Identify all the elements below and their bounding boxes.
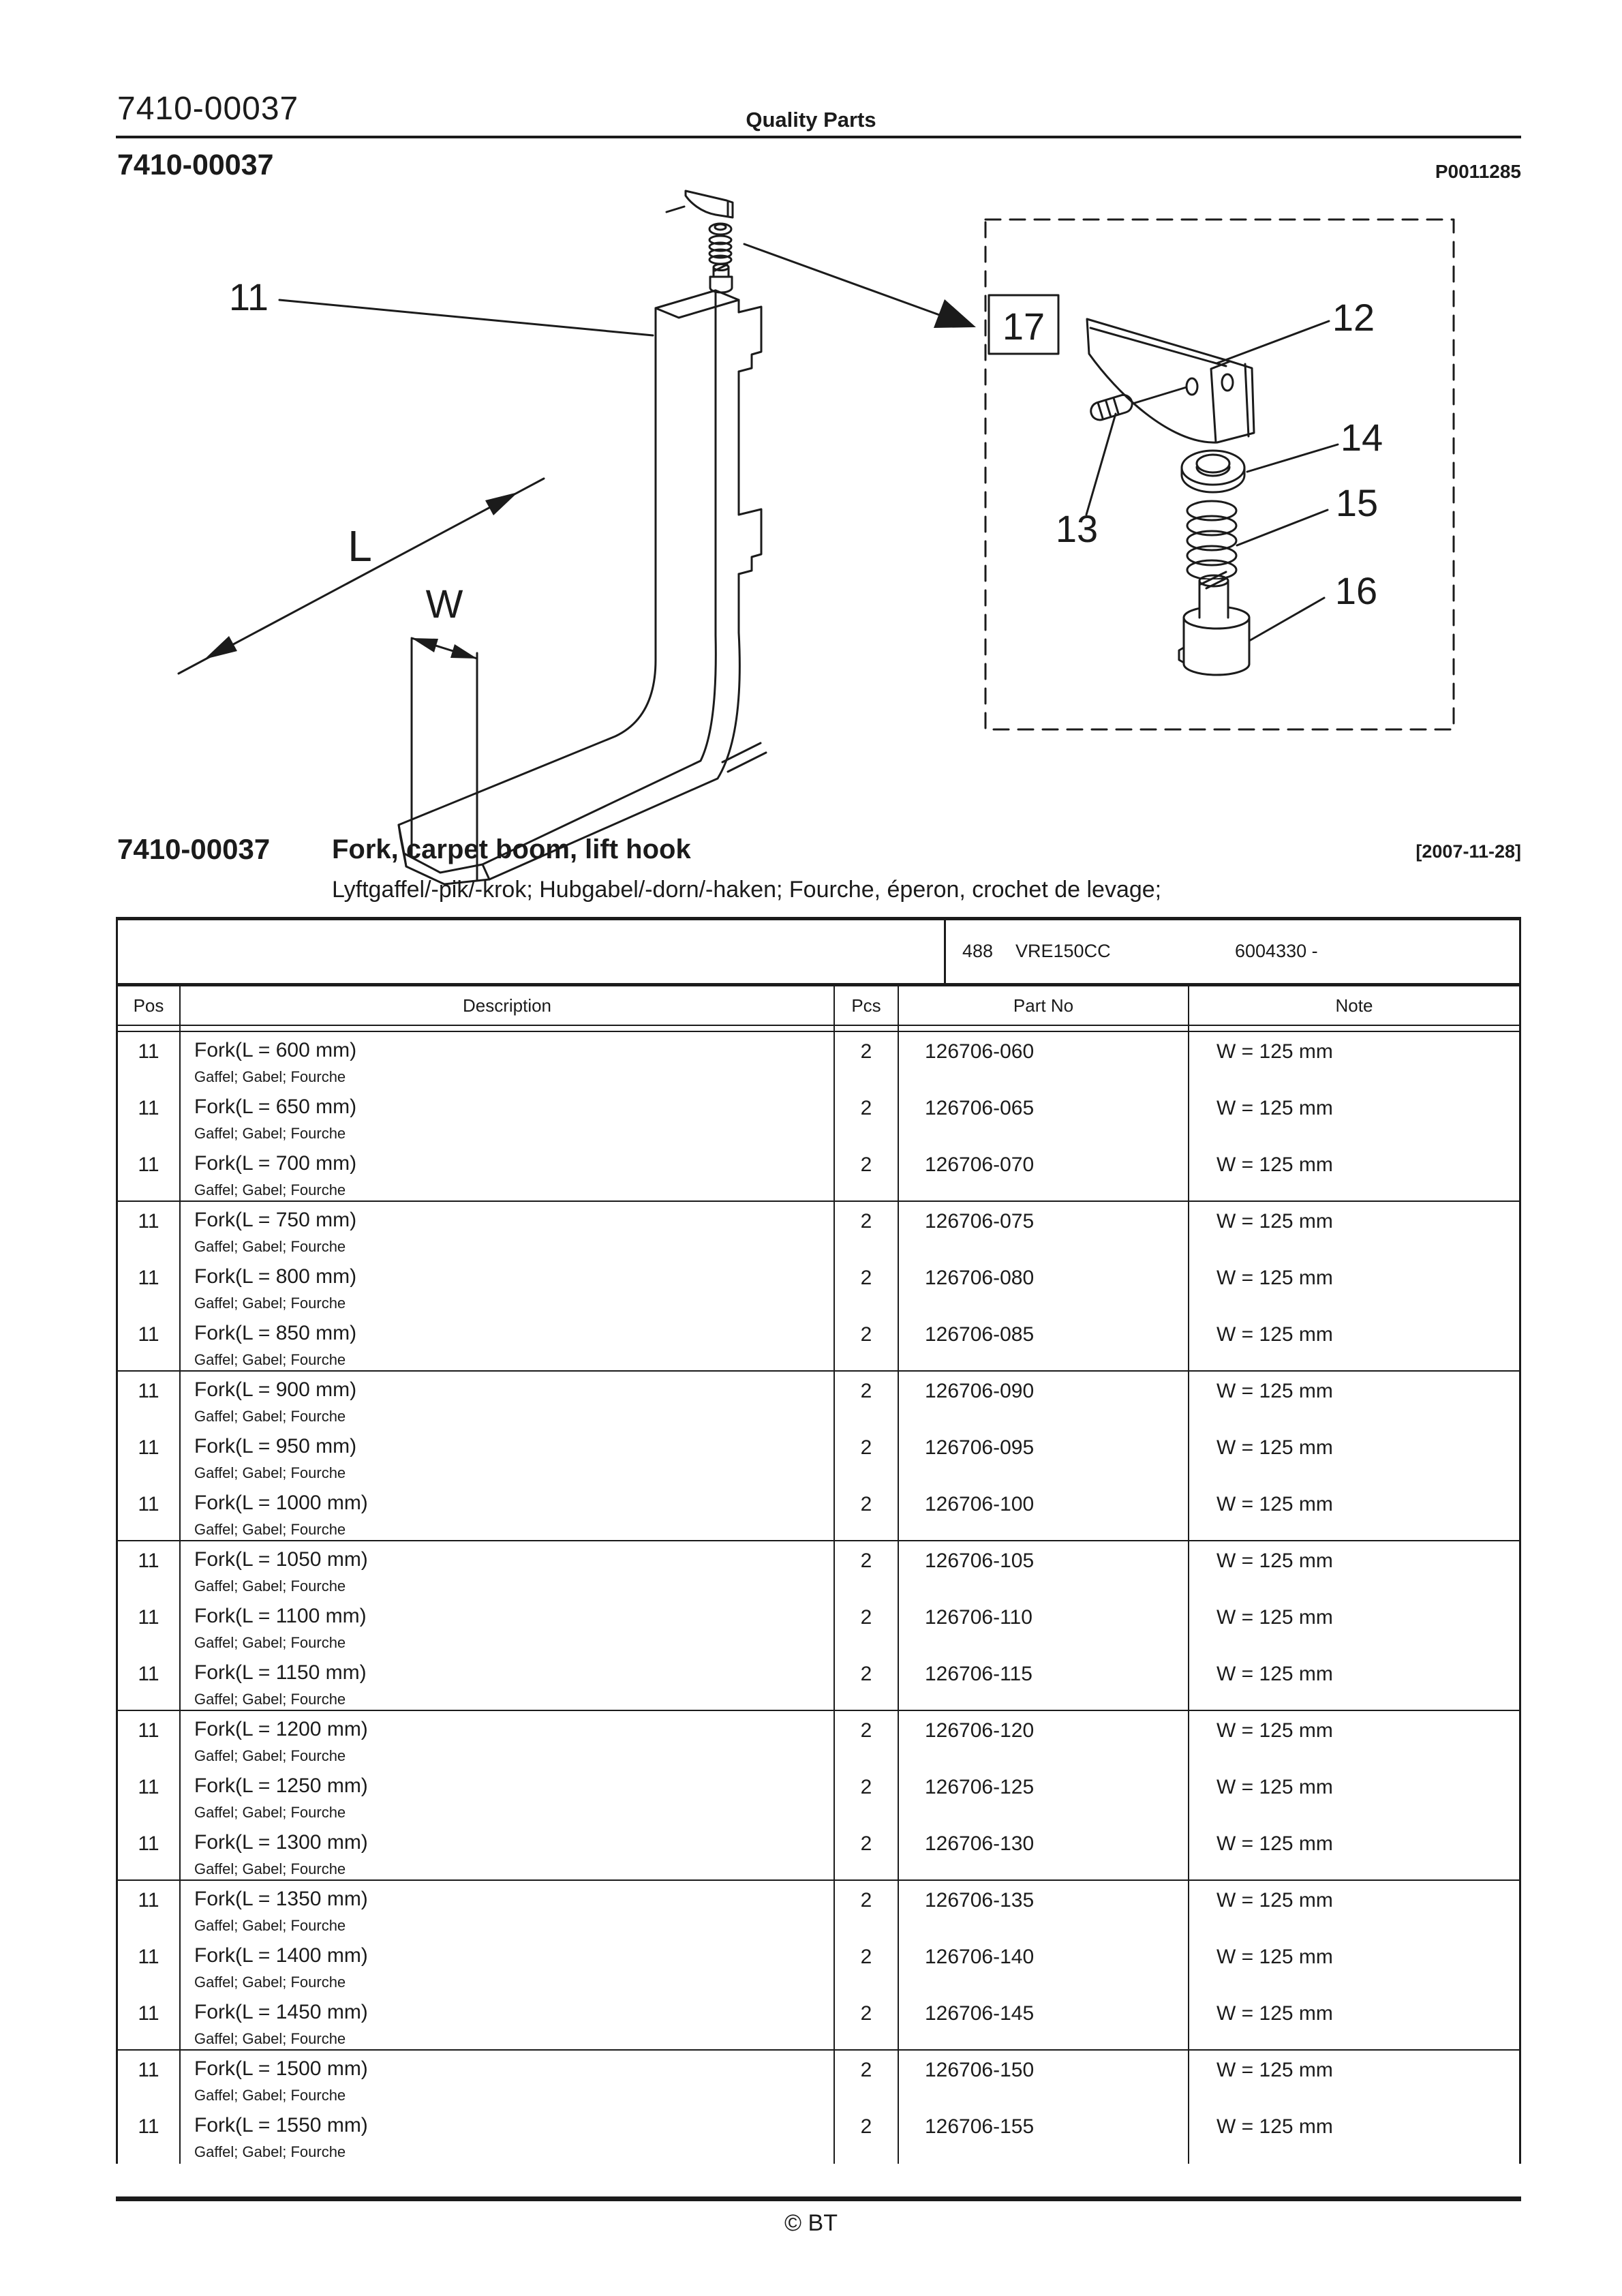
row-part-no: 126706-140 <box>898 1937 1188 1994</box>
col-header-description: Description <box>179 986 833 1025</box>
row-note: W = 125 mm <box>1188 1258 1519 1315</box>
row-description: Fork(L = 650 mm) <box>194 1096 357 1118</box>
row-part-no: 126706-065 <box>898 1089 1188 1145</box>
row-note: W = 125 mm <box>1188 1824 1519 1879</box>
row-part-no: 126706-090 <box>898 1372 1188 1428</box>
row-note: W = 125 mm <box>1188 1711 1519 1768</box>
row-description-sub: Gaffel; Gabel; Fourche <box>194 1974 346 1991</box>
latch-lever-small <box>686 191 733 217</box>
row-part-no: 126706-070 <box>898 1145 1188 1200</box>
table-row <box>118 2051 1519 2107</box>
row-pcs: 2 <box>833 1372 898 1428</box>
row-description-sub: Gaffel; Gabel; Fourche <box>194 1125 346 1142</box>
row-note: W = 125 mm <box>1188 1315 1519 1370</box>
row-pcs: 2 <box>833 1485 898 1540</box>
row-description-sub: Gaffel; Gabel; Fourche <box>194 1860 346 1877</box>
row-description-sub: Gaffel; Gabel; Fourche <box>194 2030 346 2047</box>
row-description-cell <box>179 1372 833 1428</box>
row-pos: 11 <box>138 1946 159 1968</box>
row-pcs: 2 <box>833 1089 898 1145</box>
row-description: Fork(L = 800 mm) <box>194 1265 357 1288</box>
row-note: W = 125 mm <box>1188 1881 1519 1937</box>
row-description: Fork(L = 750 mm) <box>194 1209 357 1231</box>
row-pcs: 2 <box>833 1032 898 1089</box>
row-description: Fork(L = 700 mm) <box>194 1152 357 1175</box>
footer-copyright: © BT <box>784 2210 838 2236</box>
row-note: W = 125 mm <box>1188 1541 1519 1598</box>
row-description-sub: Gaffel; Gabel; Fourche <box>194 1691 346 1708</box>
row-pcs: 2 <box>833 1145 898 1200</box>
header-model-code: 7410-00037 <box>117 91 299 127</box>
row-pos: 11 <box>138 2059 159 2081</box>
row-description-cell <box>179 1202 833 1258</box>
row-description-sub: Gaffel; Gabel; Fourche <box>194 2087 346 2104</box>
row-description-cell <box>179 1145 833 1200</box>
row-description-cell <box>179 1485 833 1540</box>
dim-width-label: W <box>425 582 463 626</box>
callout-lever: 12 <box>1332 296 1375 339</box>
exploded-view-diagram <box>0 0 1622 917</box>
row-pcs: 2 <box>833 1881 898 1937</box>
row-description: Fork(L = 1000 mm) <box>194 1492 368 1514</box>
row-description-sub: Gaffel; Gabel; Fourche <box>194 1747 346 1764</box>
dimension-length <box>179 479 544 674</box>
row-pos: 11 <box>138 1776 159 1798</box>
row-part-no: 126706-130 <box>898 1824 1188 1879</box>
row-description-sub: Gaffel; Gabel; Fourche <box>194 1521 346 1538</box>
callout-pin: 13 <box>1055 507 1099 550</box>
row-part-no: 126706-145 <box>898 1994 1188 2049</box>
row-pos: 11 <box>138 1267 159 1289</box>
row-description: Fork(L = 1500 mm) <box>194 2057 368 2080</box>
row-part-no: 126706-105 <box>898 1541 1188 1598</box>
row-description-cell <box>179 1711 833 1768</box>
row-part-no: 126706-095 <box>898 1428 1188 1485</box>
row-description-cell <box>179 1258 833 1315</box>
figure-reference: P0011285 <box>1435 161 1521 182</box>
row-description-sub: Gaffel; Gabel; Fourche <box>194 1408 346 1425</box>
row-description: Fork(L = 950 mm) <box>194 1435 357 1457</box>
row-pcs: 2 <box>833 1994 898 2049</box>
row-description: Fork(L = 1050 mm) <box>194 1548 368 1571</box>
row-note: W = 125 mm <box>1188 1372 1519 1428</box>
table-row <box>118 1655 1519 1711</box>
callout-washer: 14 <box>1340 416 1383 459</box>
row-pcs: 2 <box>833 2051 898 2107</box>
fork-hook-top <box>739 307 761 372</box>
row-description-sub: Gaffel; Gabel; Fourche <box>194 1634 346 1651</box>
row-description: Fork(L = 850 mm) <box>194 1322 357 1344</box>
row-description: Fork(L = 1150 mm) <box>194 1661 367 1684</box>
row-description-cell <box>179 1089 833 1145</box>
table-row <box>118 1768 1519 1824</box>
row-description-sub: Gaffel; Gabel; Fourche <box>194 1181 346 1198</box>
row-note: W = 125 mm <box>1188 1937 1519 1994</box>
table-row <box>118 1711 1519 1768</box>
row-note: W = 125 mm <box>1188 1598 1519 1655</box>
callout-fork: 11 <box>228 275 269 318</box>
table-row <box>118 1428 1519 1485</box>
callout-fork-leader <box>279 300 653 335</box>
col-header-pos: Pos <box>133 995 164 1016</box>
row-pcs: 2 <box>833 2107 898 2164</box>
row-description-sub: Gaffel; Gabel; Fourche <box>194 1295 346 1312</box>
table-header-row <box>118 986 1519 1026</box>
table-row <box>118 1485 1519 1541</box>
row-description-cell <box>179 1881 833 1937</box>
row-part-no: 126706-115 <box>898 1655 1188 1710</box>
row-pos: 11 <box>138 1040 159 1063</box>
detail-arrow <box>744 244 976 328</box>
row-pos: 11 <box>138 1097 159 1119</box>
row-description-cell <box>179 2051 833 2107</box>
table-row <box>118 1881 1519 1937</box>
row-description-cell <box>179 1032 833 1089</box>
parts-table <box>116 917 1521 2164</box>
model-band <box>118 920 1519 986</box>
col-header-part-no: Part No <box>898 986 1188 1025</box>
row-pcs: 2 <box>833 1258 898 1315</box>
model-code: 488 <box>962 941 994 961</box>
latch-assembly <box>667 191 733 292</box>
latch-pin-small <box>667 207 684 212</box>
row-pcs: 2 <box>833 1428 898 1485</box>
document-number: 7410-00037 <box>117 149 274 181</box>
row-description: Fork(L = 1400 mm) <box>194 1944 368 1967</box>
row-description: Fork(L = 1250 mm) <box>194 1774 368 1797</box>
row-note: W = 125 mm <box>1188 1655 1519 1710</box>
header-double-rule <box>118 1026 1519 1032</box>
detail-box <box>985 220 1454 729</box>
table-row <box>118 1258 1519 1315</box>
row-description: Fork(L = 1200 mm) <box>194 1718 368 1740</box>
row-description-sub: Gaffel; Gabel; Fourche <box>194 1917 346 1934</box>
section-title: Fork, carpet boom, lift hook <box>332 834 691 864</box>
header-title: Quality Parts <box>746 108 876 132</box>
row-note: W = 125 mm <box>1188 1428 1519 1485</box>
row-description: Fork(L = 1450 mm) <box>194 2001 368 2023</box>
fork-hook-middle <box>739 509 761 574</box>
row-description-cell <box>179 1937 833 1994</box>
col-header-note: Note <box>1188 986 1519 1025</box>
table-body <box>118 1032 1519 2164</box>
row-note: W = 125 mm <box>1188 2107 1519 2164</box>
row-part-no: 126706-125 <box>898 1768 1188 1824</box>
row-note: W = 125 mm <box>1188 1032 1519 1089</box>
row-pcs: 2 <box>833 1937 898 1994</box>
section-subtitle: Lyftgaffel/-pik/-krok; Hubgabel/-dorn/-haken; Fourche, éperon, crochet de levage; <box>332 877 1162 903</box>
row-description-sub: Gaffel; Gabel; Fourche <box>194 2143 346 2160</box>
row-pcs: 2 <box>833 1711 898 1768</box>
row-description-cell <box>179 2107 833 2164</box>
row-pcs: 2 <box>833 1768 898 1824</box>
section-date: [2007-11-28] <box>1416 841 1521 862</box>
row-note: W = 125 mm <box>1188 1089 1519 1145</box>
row-pos: 11 <box>138 1436 159 1459</box>
table-row <box>118 1032 1519 1089</box>
row-pcs: 2 <box>833 1202 898 1258</box>
plunger-drawing <box>1179 572 1249 675</box>
row-part-no: 126706-060 <box>898 1032 1188 1089</box>
row-part-no: 126706-085 <box>898 1315 1188 1370</box>
row-pos: 11 <box>138 1380 159 1402</box>
table-row <box>118 1372 1519 1428</box>
row-description: Fork(L = 600 mm) <box>194 1039 357 1061</box>
row-pos: 11 <box>138 2115 159 2138</box>
row-description-sub: Gaffel; Gabel; Fourche <box>194 1238 346 1255</box>
row-pcs: 2 <box>833 1655 898 1710</box>
table-row <box>118 2107 1519 2164</box>
row-note: W = 125 mm <box>1188 1202 1519 1258</box>
table-row <box>118 1598 1519 1655</box>
row-description: Fork(L = 1550 mm) <box>194 2114 368 2136</box>
row-part-no: 126706-100 <box>898 1485 1188 1540</box>
callout-detail: 17 <box>1002 305 1045 348</box>
callout-spring: 15 <box>1335 481 1379 524</box>
row-pos: 11 <box>138 1210 159 1233</box>
serial-range: 6004330 - <box>1235 941 1318 961</box>
row-pos: 11 <box>138 1663 159 1685</box>
row-description-sub: Gaffel; Gabel; Fourche <box>194 1351 346 1368</box>
row-description: Fork(L = 1350 mm) <box>194 1888 368 1910</box>
row-description: Fork(L = 1300 mm) <box>194 1831 368 1854</box>
row-pos: 11 <box>138 1153 159 1176</box>
row-note: W = 125 mm <box>1188 1994 1519 2049</box>
row-description-cell <box>179 1598 833 1655</box>
row-pos: 11 <box>138 1889 159 1912</box>
row-description-cell <box>179 1994 833 2049</box>
table-row <box>118 1824 1519 1881</box>
row-description-sub: Gaffel; Gabel; Fourche <box>194 1804 346 1821</box>
row-description-cell <box>179 1428 833 1485</box>
row-part-no: 126706-075 <box>898 1202 1188 1258</box>
row-pos: 11 <box>138 1550 159 1572</box>
model-band-cell <box>944 920 1519 983</box>
row-note: W = 125 mm <box>1188 1145 1519 1200</box>
table-row <box>118 1089 1519 1145</box>
row-pcs: 2 <box>833 1541 898 1598</box>
row-part-no: 126706-110 <box>898 1598 1188 1655</box>
row-description-cell <box>179 1824 833 1879</box>
row-pcs: 2 <box>833 1315 898 1370</box>
row-description-sub: Gaffel; Gabel; Fourche <box>194 1577 346 1595</box>
row-pos: 11 <box>138 1606 159 1629</box>
dim-length-label: L <box>348 522 372 571</box>
row-description: Fork(L = 900 mm) <box>194 1378 357 1401</box>
row-note: W = 125 mm <box>1188 2051 1519 2107</box>
row-pcs: 2 <box>833 1824 898 1879</box>
callout-plunger: 16 <box>1334 569 1378 612</box>
row-description-cell <box>179 1655 833 1710</box>
row-description-cell <box>179 1315 833 1370</box>
table-row <box>118 1315 1519 1372</box>
spring-drawing <box>1187 501 1236 579</box>
model-name: VRE150CC <box>1015 941 1111 961</box>
row-note: W = 125 mm <box>1188 1768 1519 1824</box>
row-pos: 11 <box>138 2002 159 2025</box>
row-pos: 11 <box>138 1719 159 1742</box>
table-row <box>118 1994 1519 2051</box>
row-description-sub: Gaffel; Gabel; Fourche <box>194 1068 346 1085</box>
pin-drawing <box>1089 393 1135 422</box>
table-row <box>118 1145 1519 1202</box>
row-pcs: 2 <box>833 1598 898 1655</box>
footer-rule <box>116 2196 1521 2201</box>
row-description: Fork(L = 1100 mm) <box>194 1605 367 1627</box>
table-row <box>118 1541 1519 1598</box>
col-header-pcs: Pcs <box>833 986 898 1025</box>
row-description-cell <box>179 1768 833 1824</box>
row-part-no: 126706-150 <box>898 2051 1188 2107</box>
row-pos: 11 <box>138 1323 159 1346</box>
table-row <box>118 1937 1519 1994</box>
row-pos: 11 <box>138 1832 159 1855</box>
row-description-cell <box>179 1541 833 1598</box>
row-part-no: 126706-135 <box>898 1881 1188 1937</box>
row-part-no: 126706-155 <box>898 2107 1188 2164</box>
latch-plunger-small <box>710 265 732 293</box>
section-number: 7410-00037 <box>117 833 271 865</box>
row-part-no: 126706-080 <box>898 1258 1188 1315</box>
row-part-no: 126706-120 <box>898 1711 1188 1768</box>
row-note: W = 125 mm <box>1188 1485 1519 1540</box>
table-row <box>118 1202 1519 1258</box>
row-description-sub: Gaffel; Gabel; Fourche <box>194 1464 346 1481</box>
washer-drawing <box>1182 451 1244 492</box>
row-pos: 11 <box>138 1493 159 1515</box>
